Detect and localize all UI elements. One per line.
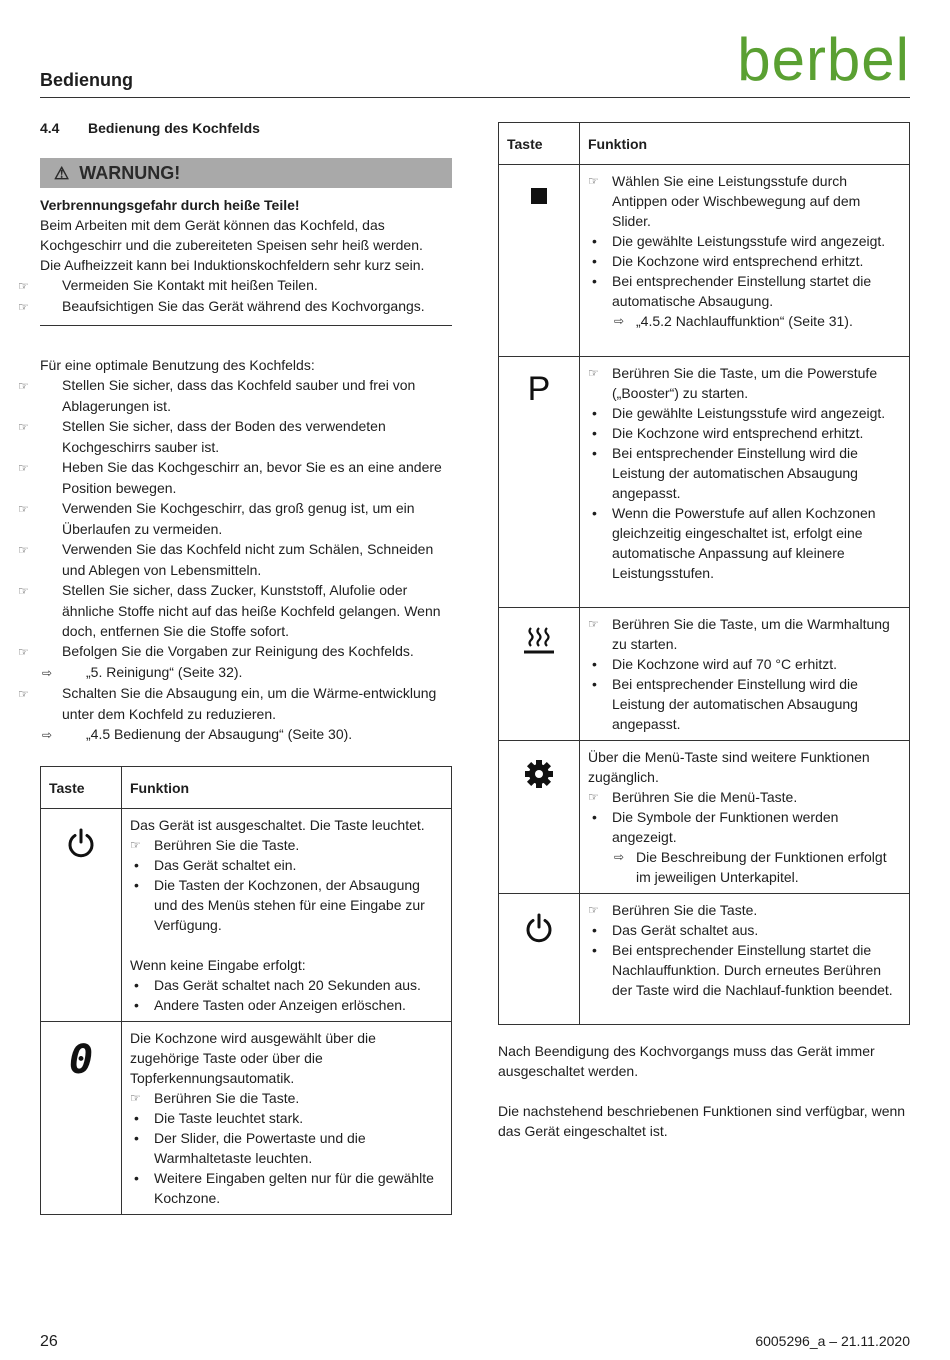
pointing-hand-icon: ☞ [18,543,29,557]
pointing-hand-icon: ☞ [18,461,29,475]
zone-display-digit: 0 [68,1037,94,1083]
function-text: Über die Menü-Taste sind weitere Funktionen zugänglich. [588,749,870,785]
usage-item: ☞ Stellen Sie sicher, dass das Kochfeld sauber und frei von Ablagerungen ist. [18,377,416,414]
table-row [41,1022,452,1215]
usage-item: ☞ Befolgen Sie die Vorgaben zur Reinigung des Kochfelds. [40,641,452,662]
power-icon [65,827,97,859]
result-item: • Die gewählte Leistungsstufe wird angezeigt. [592,233,886,249]
document-code: 6005296_a – 21.11.2020 [755,1333,910,1349]
step-item: ☞ Berühren Sie die Taste. [130,837,300,853]
warning-item: ☞ Vermeiden Sie Kontakt mit heißen Teilen. [40,275,452,296]
pointing-hand-icon: ☞ [588,903,599,917]
warning-heading: Verbrennungsgefahr durch heiße Teile! [40,197,300,213]
table-row [499,608,910,741]
result-item: • Bei entsprechender Einstellung startet die Nachlauffunktion. Durch erneutes Berühren der Taste wird die Nachlauf-funktion beendet. [592,942,893,998]
arrow-right-icon: ⇨ [42,728,53,742]
warning-label: WARNUNG! [79,163,181,183]
function-cell [580,165,910,357]
power-icon [523,912,555,944]
table-row [499,741,910,894]
closing-paragraph: Nach Beendigung des Kochvorgangs muss das Gerät immer ausgeschaltet werden. [498,1043,875,1079]
function-cell [122,1022,452,1215]
pointing-hand-icon: ☞ [18,420,29,434]
usage-item: ☞ Schalten Sie die Absaugung ein, um die Wärme-entwicklung unter dem Kochfeld zu reduzieren. [18,685,437,722]
brand-logo: berbel [737,26,910,93]
page-number: 26 [40,1333,58,1350]
function-cell [580,741,910,894]
result-item: • Andere Tasten oder Anzeigen erlöschen. [134,997,406,1013]
step-item: ☞ Berühren Sie die Taste. [130,1090,300,1106]
table-row [499,165,910,357]
column-header-function: Funktion [122,767,452,809]
table-row [41,809,452,1022]
step-item: ☞ Berühren Sie die Taste. [588,902,758,918]
table-header-row [499,123,910,165]
result-item: • Die Kochzone wird auf 70 °C erhitzt. [592,656,838,672]
function-text: Wenn keine Eingabe erfolgt: [130,957,306,973]
warning-line: Kochgeschirr und die zubereiteten Speisen sehr heiß werden. [40,237,423,253]
function-cell [122,809,452,1022]
section-number: 4.4 [40,120,60,136]
cross-reference-link[interactable]: ⇨ „4.5.2 Nachlauffunktion“ (Seite 31). [614,313,853,329]
function-cell [580,894,910,1025]
result-item: • Die gewählte Leistungsstufe wird angezeigt. [592,405,886,421]
result-item: • Weitere Eingaben gelten nur für die gewählte Kochzone. [134,1170,434,1206]
table-row [499,357,910,608]
function-text: Das Gerät ist ausgeschaltet. Die Taste leuchtet. [130,817,425,833]
keep-warm-icon [523,626,555,656]
key-cell [499,894,580,1025]
result-item: • Die Kochzone wird entsprechend erhitzt. [592,253,864,269]
result-item: • Das Gerät schaltet ein. [134,857,297,873]
result-item: • Bei entsprechender Einstellung startet die automatische Absaugung. [592,273,872,309]
page-title: Bedienung [40,70,133,90]
result-item: • Wenn die Powerstufe auf allen Kochzonen gleichzeitig eingeschaltet ist, erfolgt eine automatische Anpassung auf kleinere Leistungsstufen. [592,505,876,581]
cross-reference-text: ⇨ Die Beschreibung der Funktionen erfolgt im jeweiligen Unterkapitel. [614,849,887,885]
key-cell [499,741,580,894]
result-item: • Bei entsprechender Einstellung wird die Leistung der automatischen Absaugung angepasst. [592,676,858,732]
usage-item: ☞ Stellen Sie sicher, dass Zucker, Kunststoff, Alufolie oder ähnliche Stoffe nicht auf das heiße Kochfeld gelangen. Wenn doch, entfernen Sie die Stoffe sofort. [18,582,441,639]
arrow-right-icon: ⇨ [42,666,53,680]
warning-line: Die Aufheizzeit kann bei Induktionskochfeldern sehr kurz sein. [40,257,425,273]
step-item: ☞ Berühren Sie die Taste, um die Warmhaltung zu starten. [588,616,890,652]
pointing-hand-icon: ☞ [18,687,29,701]
key-cell [41,1022,122,1215]
function-cell [580,608,910,741]
key-cell [41,809,122,1022]
warning-text [18,195,452,317]
usage-intro: Für eine optimale Benutzung des Kochfelds: [40,357,315,373]
square-icon [530,187,548,205]
warning-triangle-icon: ⚠ [54,164,70,183]
power-boost-letter: P [527,370,551,408]
section-heading [40,120,260,136]
key-cell [499,357,580,608]
pointing-hand-icon: ☞ [18,645,29,659]
key-cell [499,165,580,357]
warning-line: Beim Arbeiten mit dem Gerät können das Kochfeld, das [40,217,385,233]
step-item: ☞ Berühren Sie die Menü-Taste. [588,789,798,805]
usage-item: ☞ Stellen Sie sicher, dass der Boden des verwendeten Kochgeschirrs sauber ist. [18,418,386,455]
result-item: • Das Gerät schaltet aus. [592,922,759,938]
result-item: • Bei entsprechender Einstellung wird die Leistung der automatischen Absaugung angepasst. [592,445,858,501]
pointing-hand-icon: ☞ [588,790,599,804]
left-function-table [40,766,452,1215]
column-header-key: Taste [41,767,122,809]
table-header-row [41,767,452,809]
arrow-right-icon: ⇨ [614,850,625,864]
result-item: • Die Taste leuchtet stark. [134,1110,304,1126]
pointing-hand-icon: ☞ [588,617,599,631]
table-row [499,894,910,1025]
warning-divider [40,325,452,326]
result-item: • Die Symbole der Funktionen werden angezeigt. [592,809,839,845]
usage-item: ☞ Verwenden Sie Kochgeschirr, das groß genug ist, um ein Überlaufen zu vermeiden. [18,500,415,537]
step-item: ☞ Berühren Sie die Taste, um die Powerstufe („Booster“) zu starten. [588,365,878,401]
result-item: • Die Kochzone wird entsprechend erhitzt. [592,425,864,441]
right-function-table [498,122,910,1025]
pointing-hand-icon: ☞ [18,379,29,393]
function-text: Die Kochzone wird ausgewählt über die zugehörige Taste oder über die Topferkennungsautomatik. [130,1030,376,1086]
warning-banner [40,158,452,188]
result-item: • Der Slider, die Powertaste und die Warmhaltetaste leuchten. [134,1130,366,1166]
pointing-hand-icon: ☞ [18,584,29,598]
section-title: Bedienung des Kochfelds [88,120,260,136]
column-header-key: Taste [499,123,580,165]
arrow-right-icon: ⇨ [614,314,625,328]
pointing-hand-icon: ☞ [130,1091,141,1105]
gear-icon [524,759,554,789]
key-cell [499,608,580,741]
cross-reference-link[interactable]: ⇨ „5. Reinigung“ (Seite 32). [40,662,452,683]
pointing-hand-icon: ☞ [18,502,29,516]
usage-item: ☞ Heben Sie das Kochgeschirr an, bevor Sie es an eine andere Position bewegen. [18,459,442,496]
pointing-hand-icon: ☞ [130,838,141,852]
cross-reference-link[interactable]: ⇨ „4.5 Bedienung der Absaugung“ (Seite 30). [40,724,452,745]
usage-item: ☞ Verwenden Sie das Kochfeld nicht zum Schälen, Schneiden und Ablegen von Lebensmitteln. [18,541,434,578]
header-divider [40,97,910,98]
closing-paragraph: Die nachstehend beschriebenen Funktionen sind verfügbar, wenn das Gerät eingeschaltet ist. [498,1103,906,1139]
pointing-hand-icon: ☞ [18,279,29,293]
pointing-hand-icon: ☞ [588,174,599,188]
usage-instructions [18,355,452,745]
result-item: • Die Tasten der Kochzonen, der Absaugung und des Menüs stehen für eine Eingabe zur Verfügung. [134,877,425,933]
pointing-hand-icon: ☞ [18,300,29,314]
column-header-function: Funktion [580,123,910,165]
step-item: ☞ Wählen Sie eine Leistungsstufe durch Antippen oder Wischbewegung auf dem Slider. [588,173,861,229]
result-item: • Das Gerät schaltet nach 20 Sekunden aus. [134,977,421,993]
pointing-hand-icon: ☞ [588,366,599,380]
function-cell [580,357,910,608]
warning-item: ☞ Beaufsichtigen Sie das Gerät während des Kochvorgangs. [40,296,452,317]
